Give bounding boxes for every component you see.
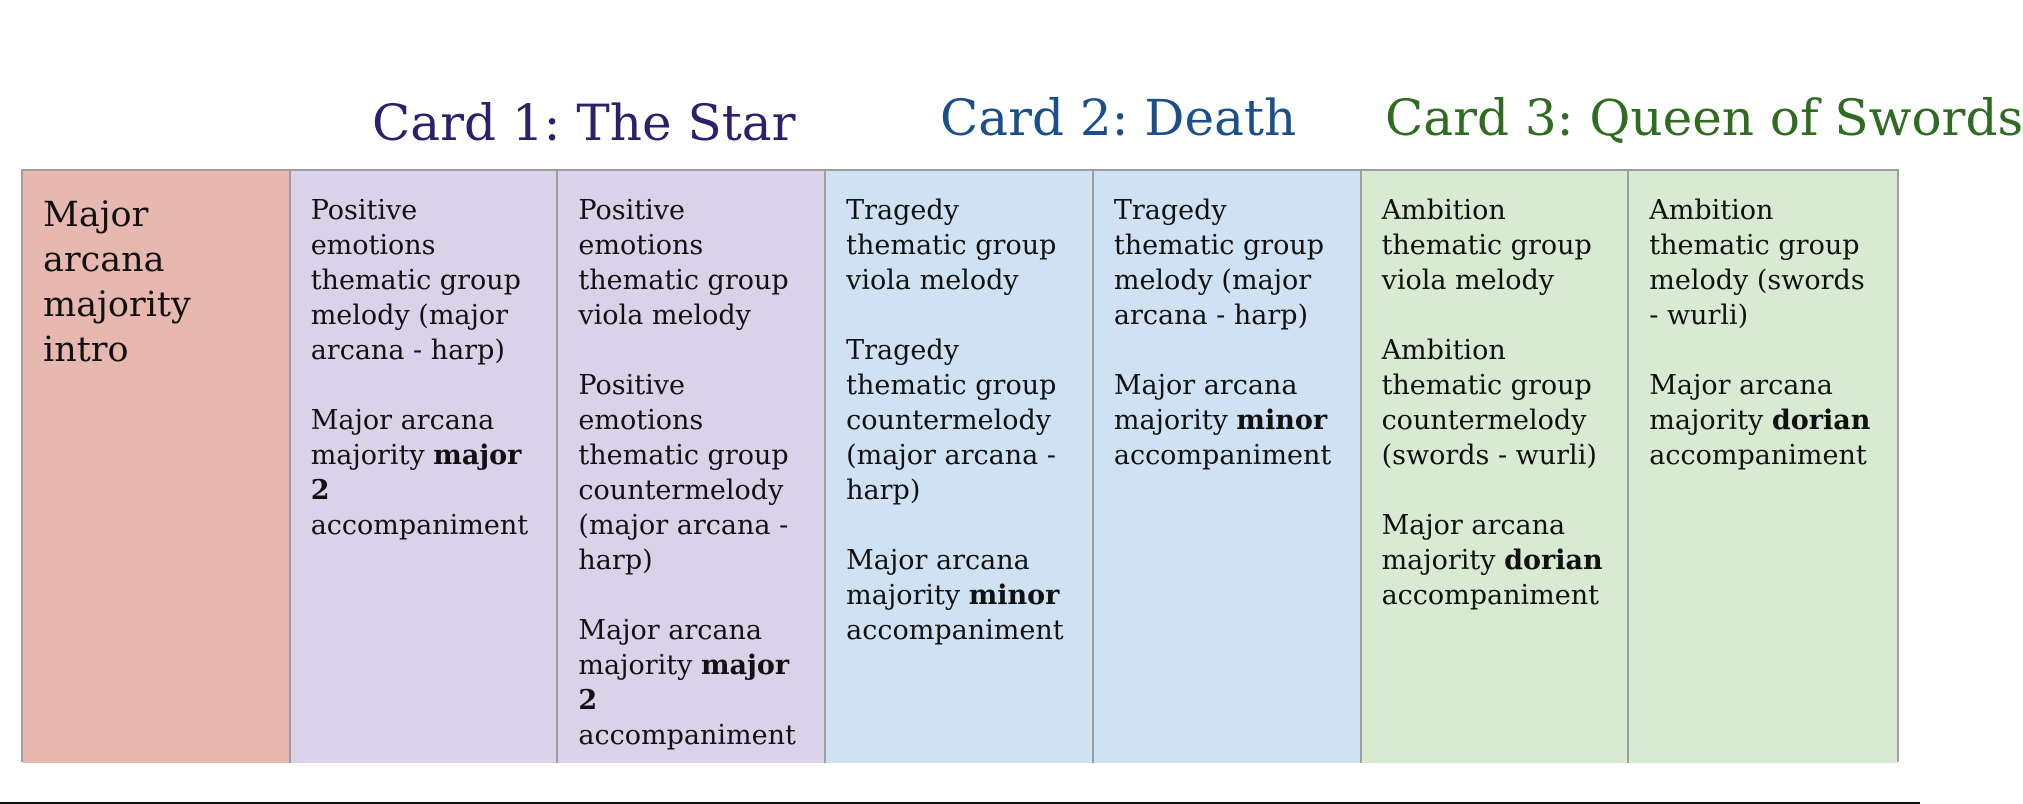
section-text: Tragedy thematic group melody (major arcana - harp)	[1113, 195, 1325, 331]
column-swords-1	[1362, 171, 1630, 763]
column-death-2	[1094, 171, 1362, 763]
card-3-title: Card 3: Queen of Swords	[1385, 89, 2023, 147]
mode-label: major 2	[578, 650, 790, 716]
column-swords-2	[1629, 171, 1897, 763]
section-text: Ambition thematic group viola melody	[1381, 195, 1592, 296]
accompaniment-text	[578, 613, 806, 753]
accompaniment-prefix: Major arcana majority	[578, 615, 762, 681]
section-text: Positive emotions thematic group countermelody (major arcana - harp)	[578, 370, 789, 576]
accompaniment-text	[311, 403, 539, 543]
mode-label: dorian	[1771, 405, 1871, 436]
accompaniment-prefix: Major arcana majority	[846, 545, 1030, 611]
accompaniment-prefix: Major arcana majority	[1649, 370, 1833, 436]
section-text: Positive emotions thematic group viola melody	[578, 195, 789, 331]
section-text: Ambition thematic group melody (swords - wurli)	[1649, 195, 1865, 331]
card-headers	[0, 0, 2023, 170]
accompaniment-suffix: accompaniment	[846, 615, 1064, 646]
accompaniment-suffix: accompaniment	[1649, 440, 1867, 471]
accompaniment-prefix: Major arcana majority	[310, 405, 495, 471]
section-text: Ambition thematic group countermelody (swords - wurli)	[1381, 335, 1597, 471]
accompaniment-suffix: accompaniment	[1381, 580, 1599, 611]
column-intro	[23, 171, 291, 763]
card-1-title: Card 1: The Star	[372, 94, 796, 152]
card-2-title: Card 2: Death	[940, 89, 1297, 147]
accompaniment-prefix: Major arcana majority	[1113, 370, 1298, 436]
accompaniment-text	[1649, 368, 1879, 473]
mode-label: dorian	[1504, 545, 1603, 576]
section-text: Tragedy thematic group countermelody (major arcana - harp)	[846, 335, 1057, 506]
mode-label: minor	[968, 580, 1060, 611]
accompaniment-suffix: accompaniment	[1113, 440, 1332, 471]
mode-label: minor	[1236, 405, 1328, 436]
accompaniment-prefix: Major arcana majority	[1381, 510, 1566, 576]
column-star-1	[291, 171, 559, 763]
accompaniment-text	[1382, 508, 1610, 613]
accompaniment-text	[1114, 368, 1342, 473]
accompaniment-text	[846, 543, 1074, 648]
accompaniment-suffix: accompaniment	[310, 510, 529, 541]
intro-label: Major arcana majority intro	[43, 195, 191, 370]
arrangement-grid	[21, 169, 1899, 762]
accompaniment-suffix: accompaniment	[578, 720, 796, 751]
section-text: Tragedy thematic group viola melody	[846, 195, 1057, 296]
section-text: Positive emotions thematic group melody (major arcana - harp)	[310, 195, 521, 366]
column-star-2	[558, 171, 826, 763]
mode-label: major 2	[310, 440, 522, 506]
column-death-1	[826, 171, 1094, 763]
